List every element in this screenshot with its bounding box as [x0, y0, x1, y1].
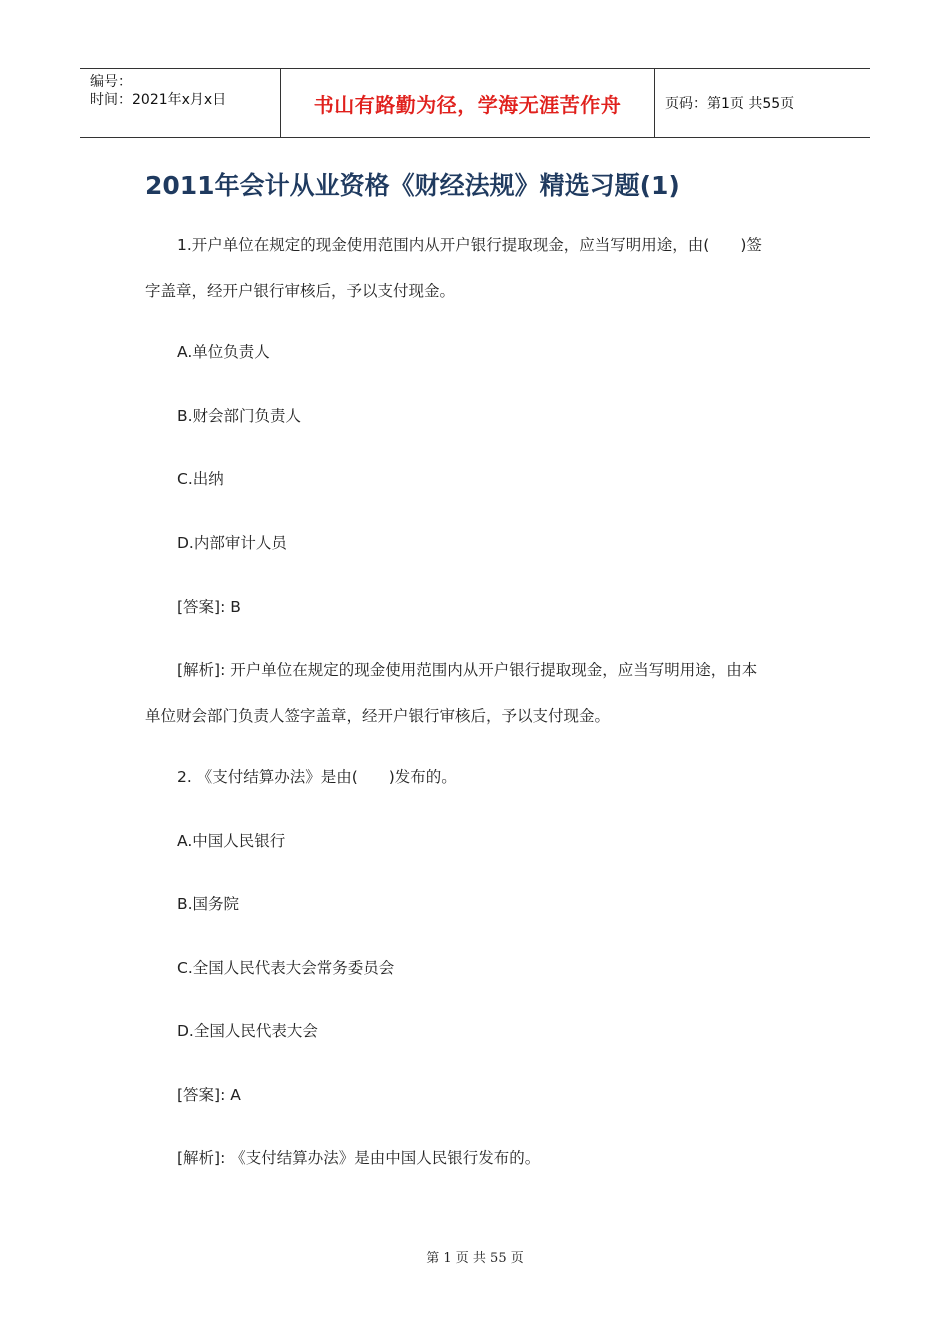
question-2-option-d: D.全国人民代表大会	[177, 1022, 318, 1040]
question-2-option-a: A.中国人民银行	[177, 832, 286, 850]
question-2-option-c: C.全国人民代表大会常务委员会	[177, 959, 395, 977]
time-label: 时间：2021年x月x日	[90, 92, 227, 108]
number-label: 编号：	[90, 74, 132, 90]
question-1-option-c: C.出纳	[177, 470, 224, 488]
question-1-answer: [答案]: B	[177, 598, 241, 616]
page-footer: 第 1 页 共 55 页	[426, 1251, 524, 1266]
document-header	[80, 68, 870, 138]
question-2-analysis: [解析]: 《支付结算办法》是由中国人民银行发布的。	[177, 1149, 541, 1167]
question-1-option-b: B.财会部门负责人	[177, 407, 302, 425]
question-1-analysis-line-2: 单位财会部门负责人签字盖章，经开户银行审核后，予以支付现金。	[145, 707, 611, 725]
document-title: 2011年会计从业资格《财经法规》精选习题(1)	[145, 171, 680, 200]
header-page-info: 页码：第1页 共55页	[665, 96, 795, 112]
question-2-stem: 2. 《支付结算办法》是由( )发布的。	[177, 768, 457, 786]
question-2-option-b: B.国务院	[177, 895, 240, 913]
question-1-option-d: D.内部审计人员	[177, 534, 287, 552]
question-1-stem-line-1: 1.开户单位在规定的现金使用范围内从开户银行提取现金，应当写明用途，由( )签	[177, 236, 762, 254]
question-1-analysis-line-1: [解析]: 开户单位在规定的现金使用范围内从开户银行提取现金，应当写明用途，由本	[177, 661, 758, 679]
question-1-option-a: A.单位负责人	[177, 343, 270, 361]
header-meta	[80, 69, 281, 137]
question-1-stem-line-2: 字盖章，经开户银行审核后，予以支付现金。	[145, 282, 456, 300]
header-motto: 书山有路勤为径，学海无涯苦作舟	[281, 69, 655, 137]
question-2-answer: [答案]: A	[177, 1086, 241, 1104]
